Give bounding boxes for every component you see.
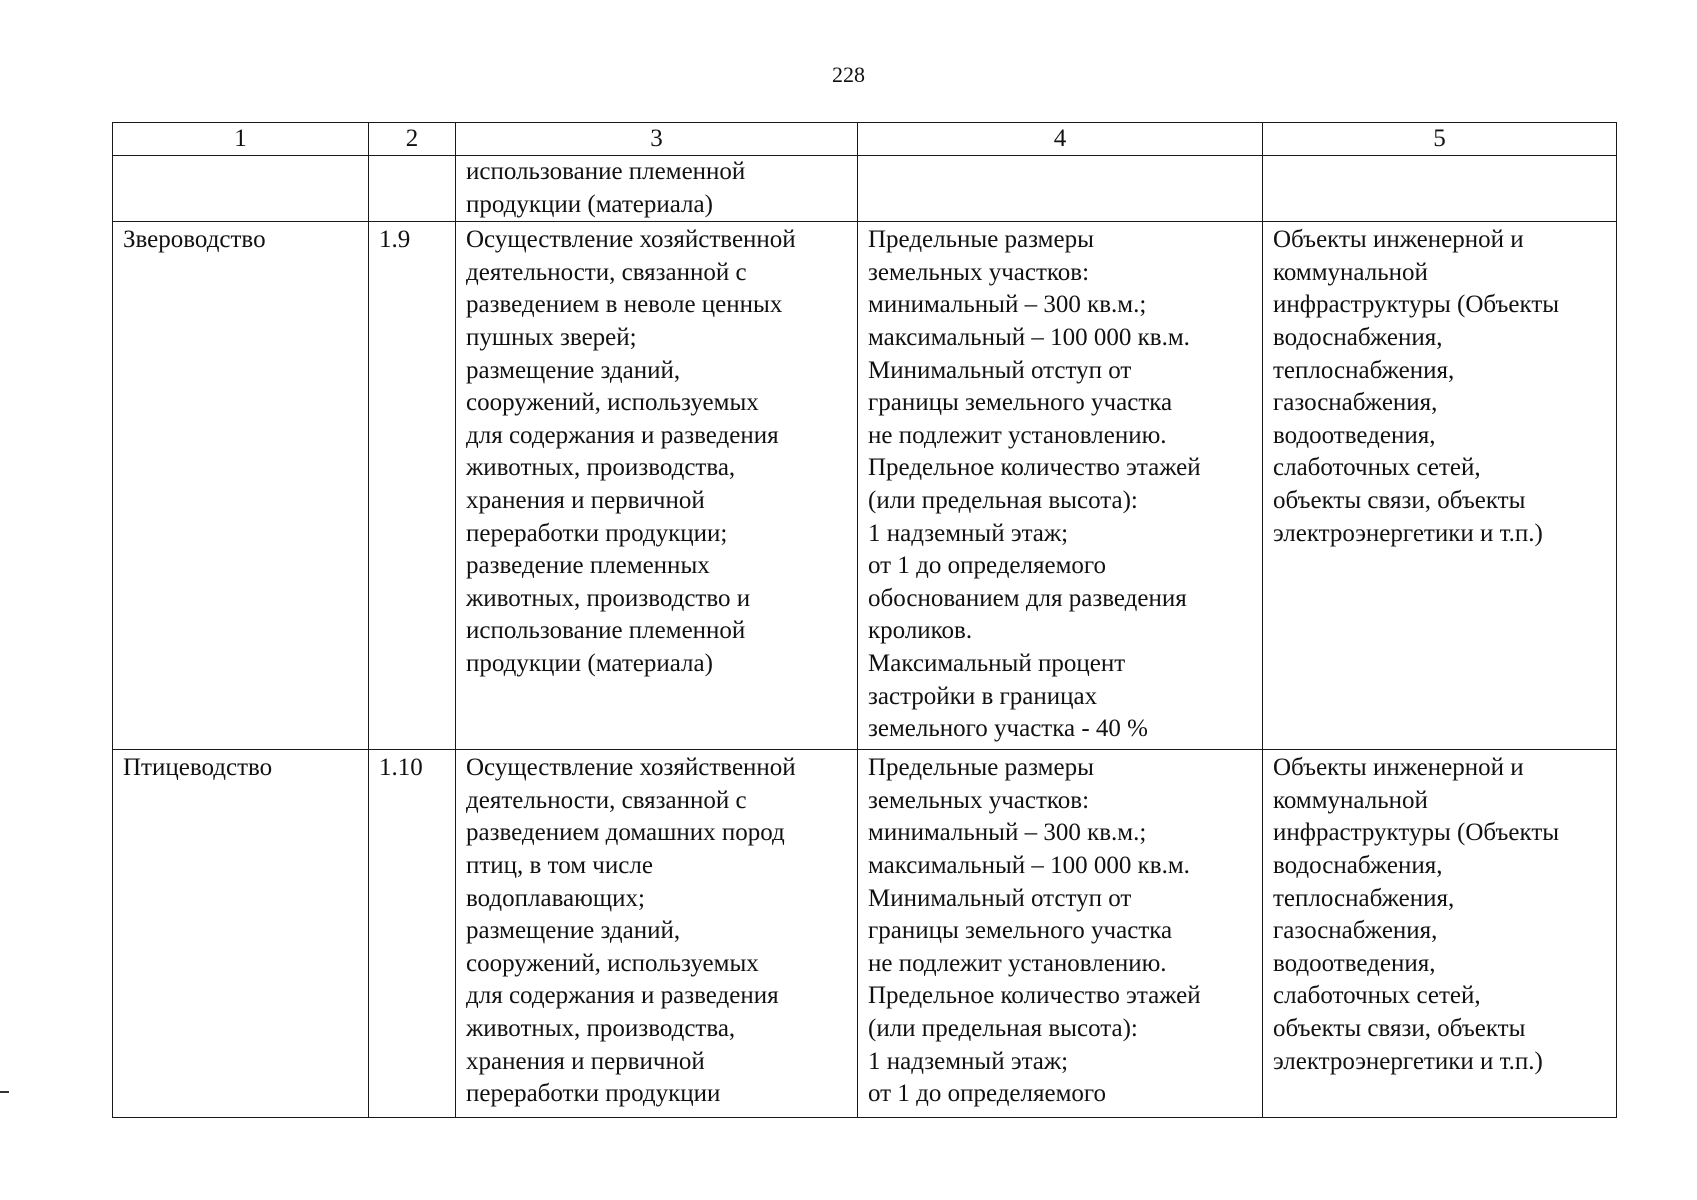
table-cell-parameters: Предельные размеры земельных участков: минимальный – 300 кв.м.; максимальный – 100 000 кв.м. Минимальный отступ от границы земельного участка не подлежит установлению. Предельное количество этажей (или предельная высота): 1 надземный этаж; от 1 до определяемого [858,750,1263,1118]
land-use-table [112,122,1617,1118]
margin-mark [0,1091,9,1093]
column-header-5: 5 [1263,123,1617,156]
column-header-1: 1 [113,123,369,156]
table-row [113,222,1617,750]
table-header-row [113,123,1617,156]
table-cell-objects: Объекты инженерной и коммунальной инфраструктуры (Объекты водоснабжения, теплоснабжения, газоснабжения, водоотведения, слаботочных сетей, объекты связи, объекты электроэнергетики и т.п.) [1263,222,1617,750]
table-cell-name: Звероводство [113,222,369,750]
table-cell-description: Осуществление хозяйственной деятельности, связанной с разведением в неволе ценных пушных зверей; размещение зданий, сооружений, используемых для содержания и разведения животных, производства, хранения и первичной переработки продукции; разведение племенных животных, производство и использование племенной продукции (материала) [456,222,858,750]
column-header-4: 4 [858,123,1263,156]
column-header-3: 3 [456,123,858,156]
table-cell [858,156,1263,222]
table-row-continuation [113,156,1617,222]
table-cell-parameters: Предельные размеры земельных участков: минимальный – 300 кв.м.; максимальный – 100 000 кв.м. Минимальный отступ от границы земельного участка не подлежит установлению. Предельное количество этажей (или предельная высота): 1 надземный этаж; от 1 до определяемого обоснованием для разведения кроликов. Максимальный процент застройки в границах земельного участка - 40 % [858,222,1263,750]
table-cell-code: 1.9 [369,222,456,750]
table-cell-description: использование племенной продукции (материала) [456,156,858,222]
table-cell [1263,156,1617,222]
table-cell-objects: Объекты инженерной и коммунальной инфраструктуры (Объекты водоснабжения, теплоснабжения, газоснабжения, водоотведения, слаботочных сетей, объекты связи, объекты электроэнергетики и т.п.) [1263,750,1617,1118]
table-cell [369,156,456,222]
table-cell-name: Птицеводство [113,750,369,1118]
table-cell-code: 1.10 [369,750,456,1118]
column-header-2: 2 [369,123,456,156]
table-cell-description: Осуществление хозяйственной деятельности, связанной с разведением домашних пород птиц, в том числе водоплавающих; размещение зданий, сооружений, используемых для содержания и разведения животных, производства, хранения и первичной переработки продукции [456,750,858,1118]
table-row [113,750,1617,1118]
page-number: 228 [832,62,865,87]
table-cell [113,156,369,222]
